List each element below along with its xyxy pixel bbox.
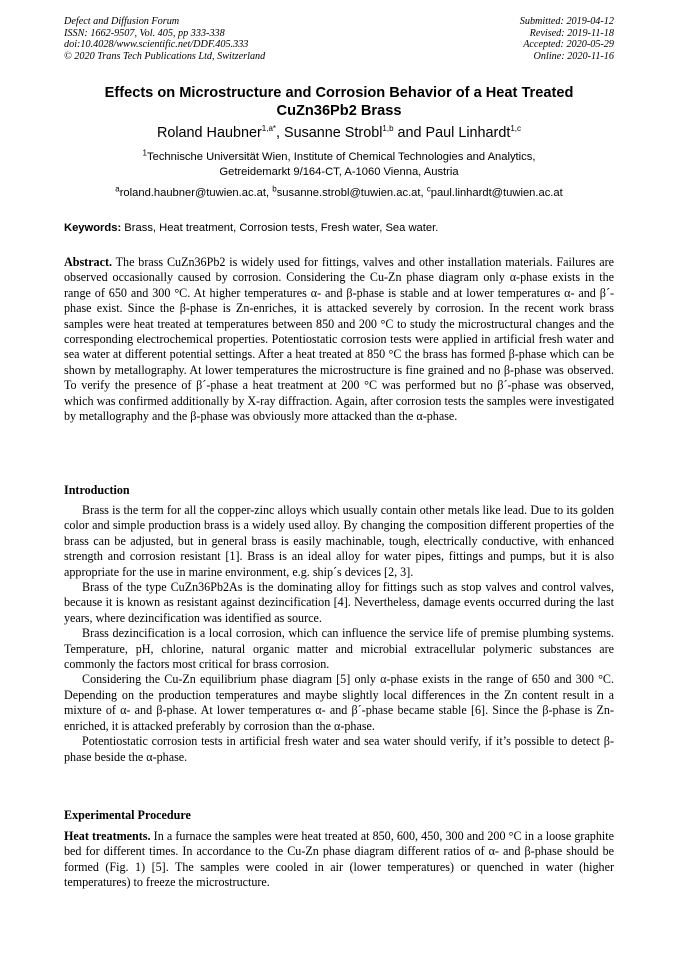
online-date: Online: 2020-11-16	[533, 50, 614, 62]
abstract-label: Abstract.	[64, 255, 113, 269]
author-affiliation-mark: 1,b	[382, 124, 394, 134]
heat-treatments-text: In a furnace the samples were heat treated at 850, 600, 450, 300 and 200 °C in a loose graphite bed for different times. In accordance to the Cu-Zn phase diagram different ratios of α- and β-phase should be formed (Fig. 1) [5]. The samples were cooled in air (lower temperatures) or quenched in water (higher temperatures) to freeze the microstructure.	[64, 829, 614, 890]
affiliation	[64, 150, 614, 180]
email-mark: b	[272, 184, 277, 194]
doi: doi:10.4028/www.scientific.net/DDF.405.333	[64, 39, 249, 51]
affiliation-mark: 1	[142, 148, 147, 158]
issn-volume: ISSN: 1662-9507, Vol. 405, pp 333-338	[64, 27, 225, 39]
heat-treatments-label: Heat treatments.	[64, 829, 151, 843]
email-address: susanne.strobl@tuwien.ac.at	[276, 187, 421, 199]
author-separator: and	[393, 125, 426, 141]
introduction-body	[64, 503, 614, 765]
email-mark: c	[426, 184, 431, 194]
paragraph: Brass is the term for all the copper-zinc alloys which usually contain other metals like lead. Due to its golden color and simple production brass is a widely used alloy. By changing the composition different properties of the brass can be adjusted, but in general brass is easily machinable, tough, electrically conductive, with enhanced strength and corrosion resistant [1]. Brass is an ideal alloy for water pipes, fittings and pumps, but it is also appropriate for the use in marine environment, e.g. ship´s devices [2, 3].	[64, 503, 614, 579]
email-address: roland.haubner@tuwien.ac.at	[119, 187, 267, 199]
email-address: paul.linhardt@tuwien.ac.at	[430, 187, 563, 199]
email-separator: ,	[420, 187, 427, 199]
author-separator: ,	[276, 125, 284, 141]
author-affiliation-mark: 1,c	[510, 124, 522, 134]
paragraph: Brass of the type CuZn36Pb2As is the dominating alloy for fittings such as stop valves and control valves, because it is known as resistant against dezincification [4]. Nevertheless, damage events occurred during the last years, where dezincification was identified as source.	[64, 580, 614, 625]
keywords-text: Brass, Heat treatment, Corrosion tests, Fresh water, Sea water.	[121, 222, 439, 234]
journal-info	[64, 16, 265, 62]
paragraph: Considering the Cu-Zn equilibrium phase diagram [5] only α-phase exists in the range of 650 and 300 °C. Depending on the production temperatures and maybe slightly local differences in the Zn content result in a mixture of α- and β-phase. At lower temperatures α- and β´-phase became stable [6]. Since the β-phase is Zn-enriched, it is attacked preferably by corrosion than the α-phase.	[64, 672, 614, 733]
submitted-date: Submitted: 2019-04-12	[519, 16, 614, 27]
dates-info	[520, 16, 614, 62]
author-affiliation-mark: 1,a*	[261, 124, 276, 134]
experimental-body	[64, 829, 614, 891]
email-list	[64, 186, 614, 201]
copyright: © 2020 Trans Tech Publications Ltd, Switzerland	[64, 50, 266, 62]
affiliation-line-2: Getreidemarkt 9/164-CT, A-1060 Vienna, Austria	[219, 166, 459, 178]
author-name: Roland Haubner	[156, 125, 262, 141]
keywords	[64, 221, 614, 236]
affiliation-line-1: Technische Universität Wien, Institute of Chemical Technologies and Analytics,	[147, 151, 536, 163]
keywords-label: Keywords:	[64, 222, 122, 234]
author-list	[64, 124, 614, 142]
email-separator: ,	[266, 187, 273, 199]
paper-title: Effects on Microstructure and Corrosion Behavior of a Heat Treated CuZn36Pb2 Brass	[104, 85, 574, 119]
paragraph: Potentiostatic corrosion tests in artificial fresh water and sea water should verify, if it’s possible to detect β-phase beside the α-phase.	[64, 734, 614, 764]
author-name: Paul Linhardt	[425, 125, 511, 141]
introduction-heading: Introduction	[64, 483, 130, 497]
journal-name: Defect and Diffusion Forum	[64, 16, 180, 27]
paragraph: Brass dezincification is a local corrosion, which can influence the service life of premise plumbing systems. Temperature, pH, chlorine, natural organic matter and microbial extracellular polymeric substances are commonly the factors most critical for brass corrosion.	[64, 626, 614, 672]
accepted-date: Accepted: 2020-05-29	[523, 39, 614, 51]
author-name: Susanne Strobl	[284, 125, 383, 141]
abstract-text: The brass CuZn36Pb2 is widely used for fittings, valves and other installation materials. Failures are observed occasionally caused by corrosion. Considering the Cu-Zn phase diagram only α-phase exists in the range of 650 and 300 °C. At higher temperatures α- and β-phase is stable and at lower temperatures α- and β´-phase exist. Since the β-phase is Zn-enriches, it is attacked severely by corrosion. In the recent work brass samples were heat treated at temperatures between 850 and 200 °C to study the microstructural changes and the corresponding electrochemical properties. Potentiostatic corrosion tests were applied in artificial fresh water and sea water at different potential settings. After a heat treated at 850 °C the brass has formed β-phase which can be shown by metallography. At lower temperatures the microstructure is fine grained and no β-phase was observed. To verify the presence of β´-phase a heat treatment at 200 °C was performed but no β´-phase was observed, which was confirmed additionally by X-ray diffraction. Again, after corrosion tests the samples were investigated by metallography and the β-phase was obviously more attacked than the α-phase.	[64, 255, 614, 424]
email-mark: a	[115, 184, 120, 194]
experimental-heading: Experimental Procedure	[64, 808, 191, 822]
revised-date: Revised: 2019-11-18	[529, 27, 614, 39]
abstract	[64, 255, 614, 424]
